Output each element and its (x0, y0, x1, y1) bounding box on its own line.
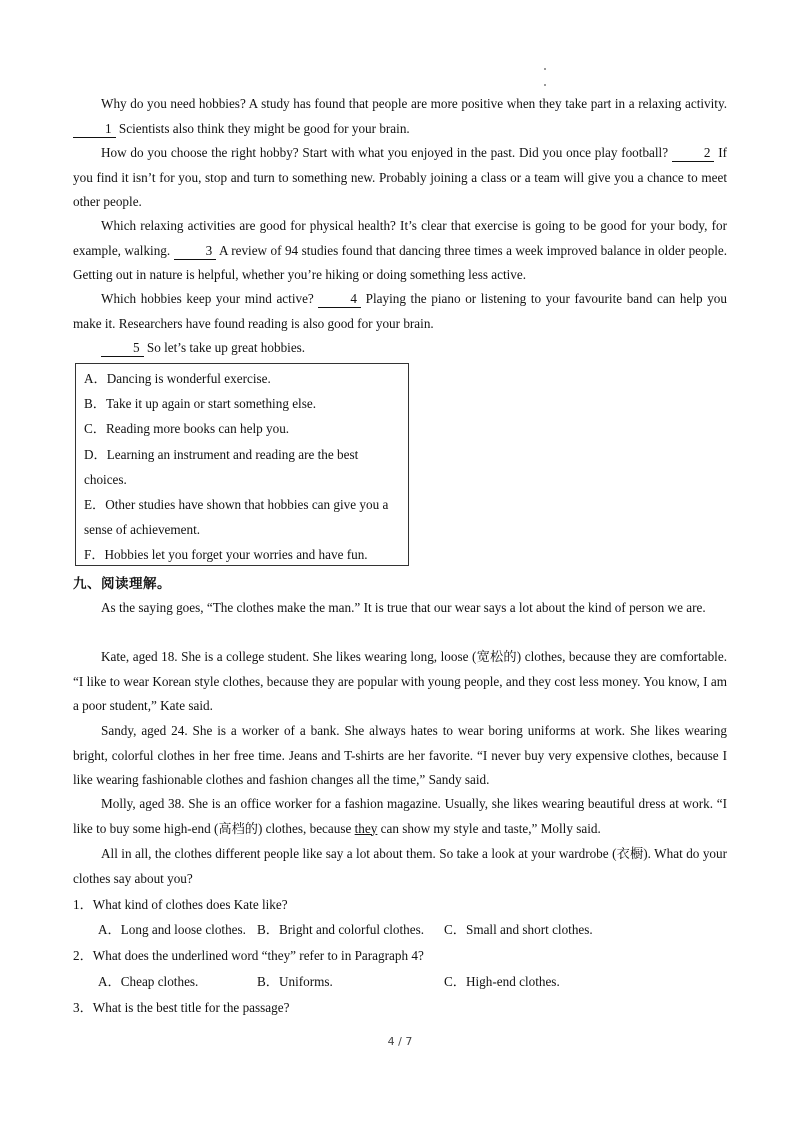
passage-a-paragraph-1: Why do you need hobbies? A study has found that people are more positive when they take part in a relaxing activity. 1 Scientists also think they might be good for your brain. (73, 92, 727, 141)
passage-b-paragraph-1: As the saying goes, “The clothes make the man.” It is true that our wear says a lot about the kind of person we are. (101, 600, 706, 615)
question-1-stem: 1．What kind of clothes does Kate like? (73, 897, 288, 912)
blank-2: 2 (672, 145, 715, 162)
question-1-option-a: A．Long and loose clothes. (98, 922, 246, 937)
option-e: E．Other studies have shown that hobbies can give you a sense of achievement. (84, 497, 389, 538)
option-b: B．Take it up again or start something else. (84, 396, 317, 412)
question-2-option-c: C．High-end clothes. (444, 974, 560, 989)
passage-a-paragraph-3: Which relaxing activities are good for physical health? It’s clear that exercise is going to be good for your body, for example, walking. 3 A review of 94 studies found that dancing three times a week improved balance in older people. Getting out in nature is helpful, whether you’re hiking or doing something less active. (73, 218, 728, 282)
passage-b-paragraph-4: Molly, aged 38. She is an office worker for a fashion magazine. Usually, she likes wearing beautiful dress at work. “I like to buy some high-end (高档的) clothes, because they can show my style and taste,” Molly said. (73, 796, 727, 836)
passage-a-paragraph-2: How do you choose the right hobby? Start with what you enjoyed in the past. Did you once play football? 2 If you find it isn’t for you, stop and turn to something new. Probably joining a class or a team will give you a chance to meet other people. (73, 145, 727, 209)
blank-3: 3 (174, 243, 217, 260)
passage-b-paragraph-2: Kate, aged 18. She is a college student. She likes wearing long, loose (宽松的) clothes, because they are comfortable. “I like to wear Korean style clothes, because they are popular with young people, and they cost less money. You know, I am a poor student,” Kate said. (73, 649, 727, 713)
passage-a-paragraph-5: 5 So let’s take up great hobbies. (73, 336, 727, 361)
page-number: 4 / 7 (387, 1035, 413, 1048)
underlined-word: they (354, 820, 378, 836)
question-1-option-b: B．Bright and colorful clothes. (257, 922, 425, 937)
question-2-option-b: B．Uniforms. (257, 974, 333, 989)
option-a: A．Dancing is wonderful exercise. (84, 371, 271, 386)
question-2-option-a: A．Cheap clothes. (98, 974, 199, 989)
option-c: C．Reading more books can help you. (84, 421, 290, 437)
passage-b-paragraph-5: All in all, the clothes different people like say a lot about them. So take a look at your wardrobe (衣橱). What do your clothes say about you? (73, 846, 727, 886)
passage-a-paragraph-4: Which hobbies keep your mind active? 4 Playing the piano or listening to your favourite band can help you make it. Researchers have found reading is also good for your brain. (73, 291, 727, 331)
question-3-stem: 3．What is the best title for the passage? (73, 1000, 290, 1015)
blank-4: 4 (318, 291, 361, 308)
blank-5: 5 (101, 340, 144, 357)
question-1-option-c: C．Small and short clothes. (444, 922, 593, 937)
stray-mark (544, 84, 546, 86)
section-heading: 九、阅读理解。 (73, 576, 171, 592)
option-f: F．Hobbies let you forget your worries and have fun. (84, 547, 368, 563)
passage-b-paragraph-3: Sandy, aged 24. She is a worker of a bank. She always hates to wear boring uniforms at work. She likes wearing bright, colorful clothes in her free time. Jeans and T-shirts are her favorite. “I never buy very expensive clothes, because I like wearing fashionable clothes and fashion changes all the time,” Sandy said. (73, 723, 727, 787)
blank-1: 1 (73, 121, 116, 138)
question-2-stem: 2．What does the underlined word “they” refer to in Paragraph 4? (73, 948, 424, 963)
option-d: D．Learning an instrument and reading are the best choices. (84, 446, 359, 487)
stray-mark (544, 68, 546, 70)
options-box (75, 363, 409, 566)
